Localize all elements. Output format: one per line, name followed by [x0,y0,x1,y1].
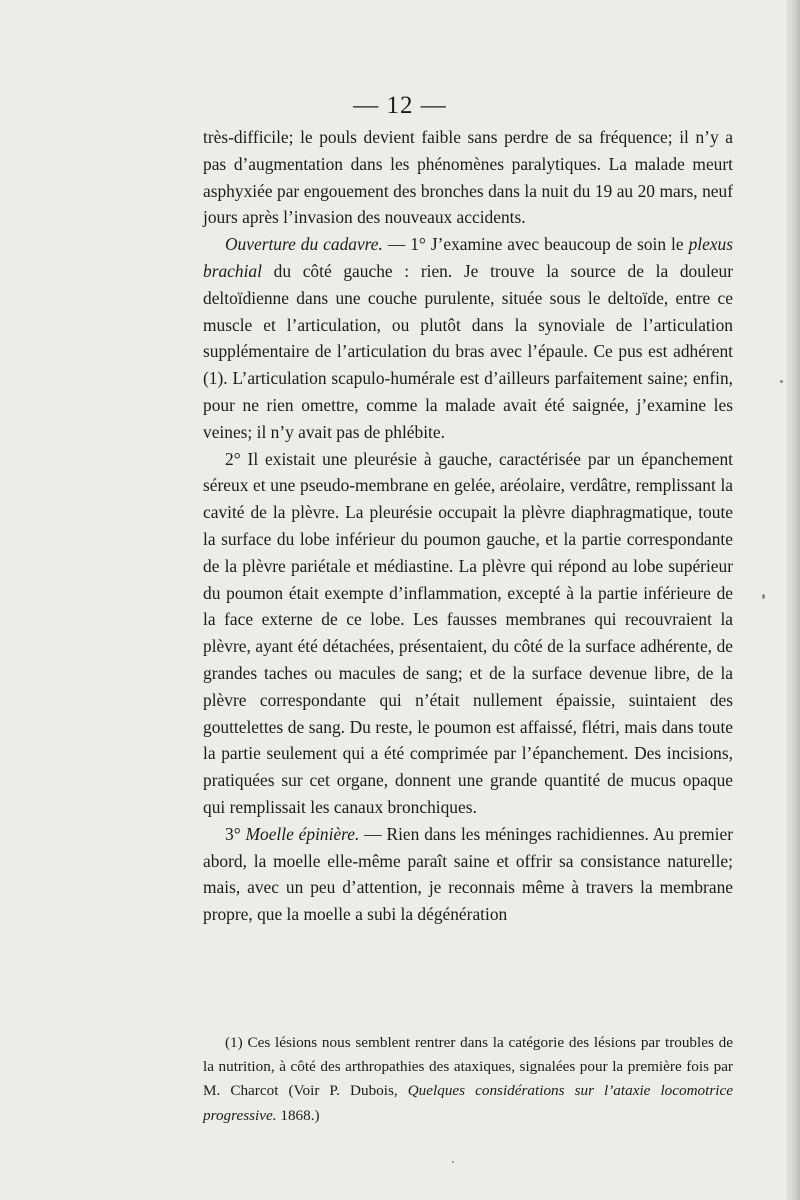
paper-speck [780,380,783,383]
text-run: — Rien dans les méninges rachidiennes. Au premier abord, la moelle elle-même paraît saine et offrir sa consistance naturelle; mais, avec un peu d’attention, je reconnais même à travers la membrane propre, que la moelle a subi la dégénération [203,823,734,925]
text-run: 3° [225,823,246,844]
footnote-text [203,1031,733,1128]
paragraph-pleurisy [203,446,733,821]
italic-run: Quelques considérations sur l’ataxie locomotrice progressive. [203,1082,733,1124]
footnote [203,1031,733,1128]
italic-run: plexus brachial [203,234,733,281]
text-run: du côté gauche : rien. Je trouve la source de la douleur deltoïdienne dans une couche purulente, située sous le deltoïde, entre ce muscle et l’articulation, ou plutôt dans la synoviale de l’articulation supplémentaire de l’articulation du bras avec l’épaule. Ce pus est adhérent (1). L’articulation scapulo-humérale est d’ailleurs parfaitement saine; enfin, pour ne rien omettre, comme la malade avait été saignée, j’examine les veines; il n’y avait pas de phlébite. [203,260,733,442]
paper-speck [452,1161,454,1163]
page-number: — 12 — [353,92,447,119]
text-run: 1868.) [276,1106,320,1124]
paragraph-continuation [203,124,733,231]
paper-speck [762,594,765,599]
text-run: très-difficile; le pouls devient faible sans perdre de sa fréquence; il n’y a pas d’augmentation dans les phénomènes paralytiques. La malade meurt asphyxiée par engouement des bronches dans la nuit du 19 au 20 mars, neuf jours après l’invasion des nouveaux accidents. [203,127,733,228]
text-run: — 1° J’examine avec beaucoup de soin le [382,234,689,255]
page-edge-shadow [786,0,800,1200]
paragraph-spinal-cord [203,821,733,928]
text-run: 2° Il existait une pleurésie à gauche, caractérisée par un épanchement séreux et une pseudo-membrane en gelée, aréolaire, verdâtre, remplissant la cavité de la plèvre. La pleurésie occupait la plèvre diaphragmatique, toute la surface du lobe inférieur du poumon gauche, et la partie correspondante de la plèvre pariétale et médiastine. La plèvre qui répond au lobe supérieur du poumon était exempte d’inflammation, excepté à la partie inférieure de la face externe de ce lobe. Les fausses membranes qui recouvraient la plèvre, ayant été détachées, présentaient, du côté de la surface adhérente, de grandes taches ou macules de sang; et de la surface devenue libre, de la plèvre correspondante qui n’était nullement épaissie, suintaient des gouttelettes de sang. Du reste, le poumon est affaissé, flétri, mais dans toute la partie seulement qui a été comprimée par l’épanchement. Des incisions, pratiquées sur cet organe, donnent une grande quantité de mucus opaque qui remplissait les canaux bronchiques. [203,448,733,817]
italic-run: Moelle épinière. [245,823,360,844]
body-text [203,124,733,928]
italic-run: Ouverture du cadavre. [225,234,383,255]
paragraph-autopsy-intro [203,231,733,445]
text-run: (1) Ces lésions nous semblent rentrer dans la catégorie des lésions par troubles de la nutrition, à côté des arthropathies des ataxiques, signalées pour la première fois par M. Charcot (Voir P. Dubois, [203,1034,733,1100]
